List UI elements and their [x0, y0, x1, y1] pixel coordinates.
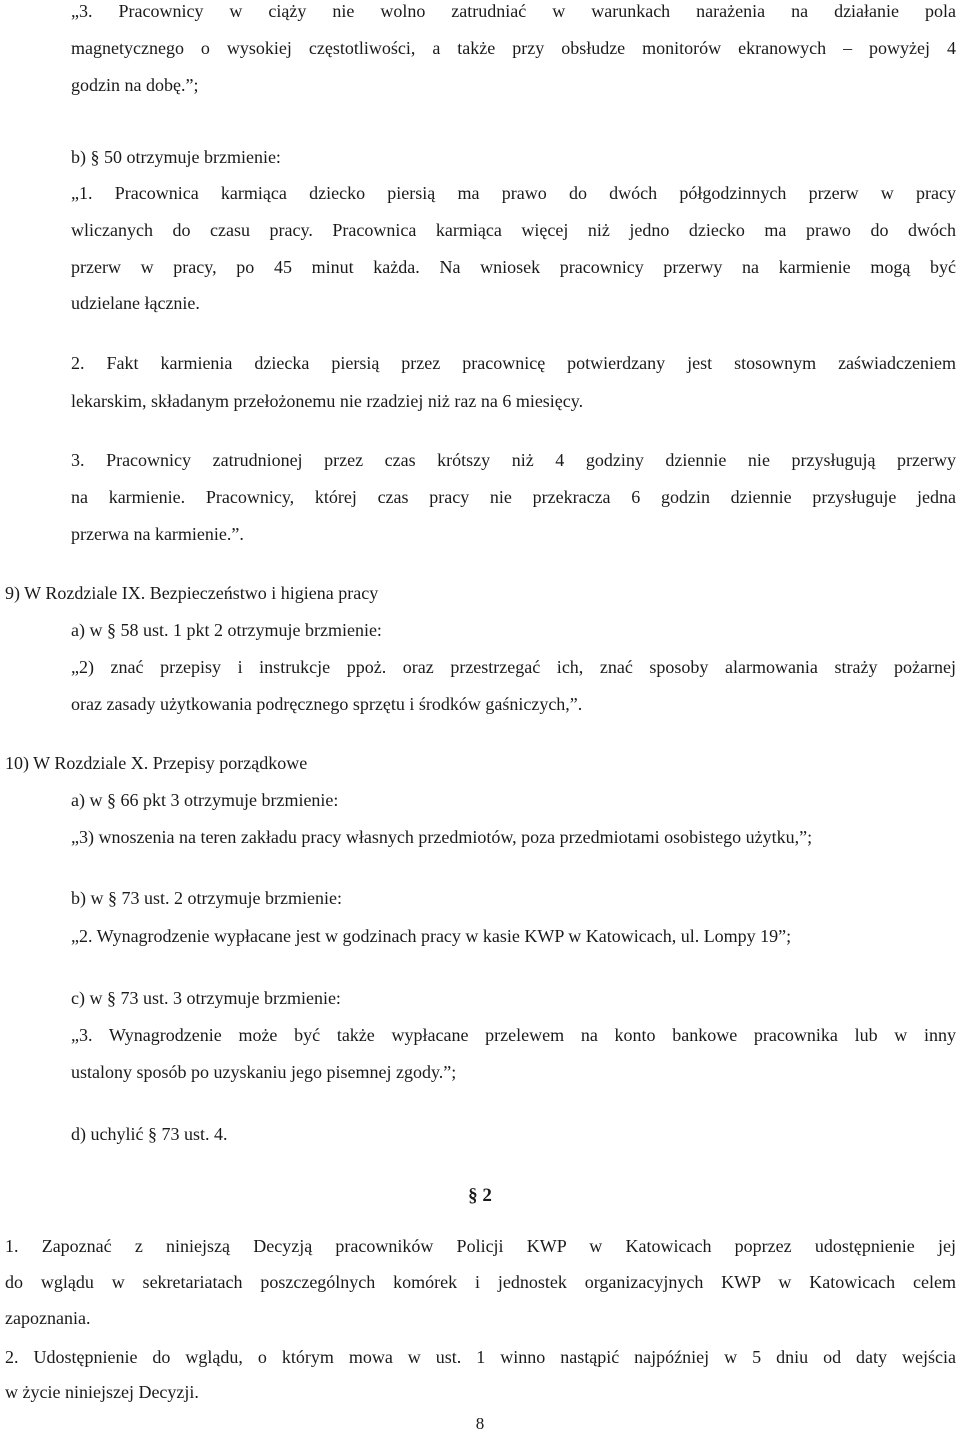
text-line: „3. Pracownicy w ciąży nie wolno zatrudniać w warunkach narażenia na działanie pola — [71, 1, 956, 21]
text-line: magnetycznego o wysokiej częstotliwości, a także przy obsłudze monitorów ekranowych – powyżej 4 — [71, 38, 956, 58]
text-line: 3. Pracownicy zatrudnionej przez czas krótszy niż 4 godziny dziennie nie przysługują przerwy — [71, 450, 956, 470]
text-line: a) w § 58 ust. 1 pkt 2 otrzymuje brzmienie: — [71, 620, 382, 640]
text-line: 1. Zapoznać z niniejszą Decyzją pracowników Policji KWP w Katowicach poprzez udostępnienie jej — [5, 1236, 956, 1256]
text-line: oraz zasady użytkowania podręcznego sprzętu i środków gaśniczych,”. — [71, 694, 583, 714]
text-line: przerw w pracy, po 45 minut każda. Na wniosek pracownicy przerwy na karmienie mogą być — [71, 257, 956, 277]
text-line: b) w § 73 ust. 2 otrzymuje brzmienie: — [71, 888, 342, 908]
section-heading: § 2 — [468, 1185, 492, 1206]
text-line: „3. Wynagrodzenie może być także wypłacane przelewem na konto bankowe pracownika lub w inny — [71, 1025, 956, 1045]
text-line: na karmienie. Pracownicy, której czas pracy nie przekracza 6 godzin dziennie przysługuje jedna — [71, 487, 956, 507]
text-line: ustalony sposób po uzyskaniu jego pisemnej zgody.”; — [71, 1062, 457, 1082]
text-line: udzielane łącznie. — [71, 293, 200, 313]
text-line: d) uchylić § 73 ust. 4. — [71, 1124, 228, 1144]
text-line: 2. Fakt karmienia dziecka piersią przez pracownicę potwierdzany jest stosownym zaświadczeniem — [71, 353, 956, 373]
text-line: 2. Udostępnienie do wglądu, o którym mowa w ust. 1 winno nastąpić najpóźniej w 5 dniu od daty wejścia — [5, 1347, 956, 1367]
page-number: 8 — [475, 1414, 485, 1433]
text-line: „2) znać przepisy i instrukcje ppoż. oraz przestrzegać ich, znać sposoby alarmowania straży pożarnej — [71, 657, 956, 677]
text-line: godzin na dobę.”; — [71, 75, 199, 95]
text-line: wliczanych do czasu pracy. Pracownica karmiąca więcej niż jedno dziecko ma prawo do dwóch — [71, 220, 956, 240]
text-line: 10) W Rozdziale X. Przepisy porządkowe — [5, 753, 308, 773]
text-line: „3) wnoszenia na teren zakładu pracy własnych przedmiotów, poza przedmiotami osobistego użytku,”; — [71, 827, 813, 847]
text-line: w życie niniejszej Decyzji. — [5, 1382, 199, 1402]
text-line: „2. Wynagrodzenie wypłacane jest w godzinach pracy w kasie KWP w Katowicach, ul. Lompy 19”; — [71, 926, 792, 946]
text-line: „1. Pracownica karmiąca dziecko piersią ma prawo do dwóch półgodzinnych przerw w pracy — [71, 183, 956, 203]
text-line: zapoznania. — [5, 1308, 91, 1328]
text-line: 9) W Rozdziale IX. Bezpieczeństwo i higiena pracy — [5, 583, 379, 603]
text-line: lekarskim, składanym przełożonemu nie rzadziej niż raz na 6 miesięcy. — [71, 391, 584, 411]
text-line: c) w § 73 ust. 3 otrzymuje brzmienie: — [71, 988, 341, 1008]
text-line: do wglądu w sekretariatach poszczególnych komórek i jednostek organizacyjnych KWP w Katowicach celem — [5, 1272, 956, 1292]
text-line: przerwa na karmienie.”. — [71, 524, 244, 544]
text-line: a) w § 66 pkt 3 otrzymuje brzmienie: — [71, 790, 339, 810]
text-line: b) § 50 otrzymuje brzmienie: — [71, 147, 281, 167]
